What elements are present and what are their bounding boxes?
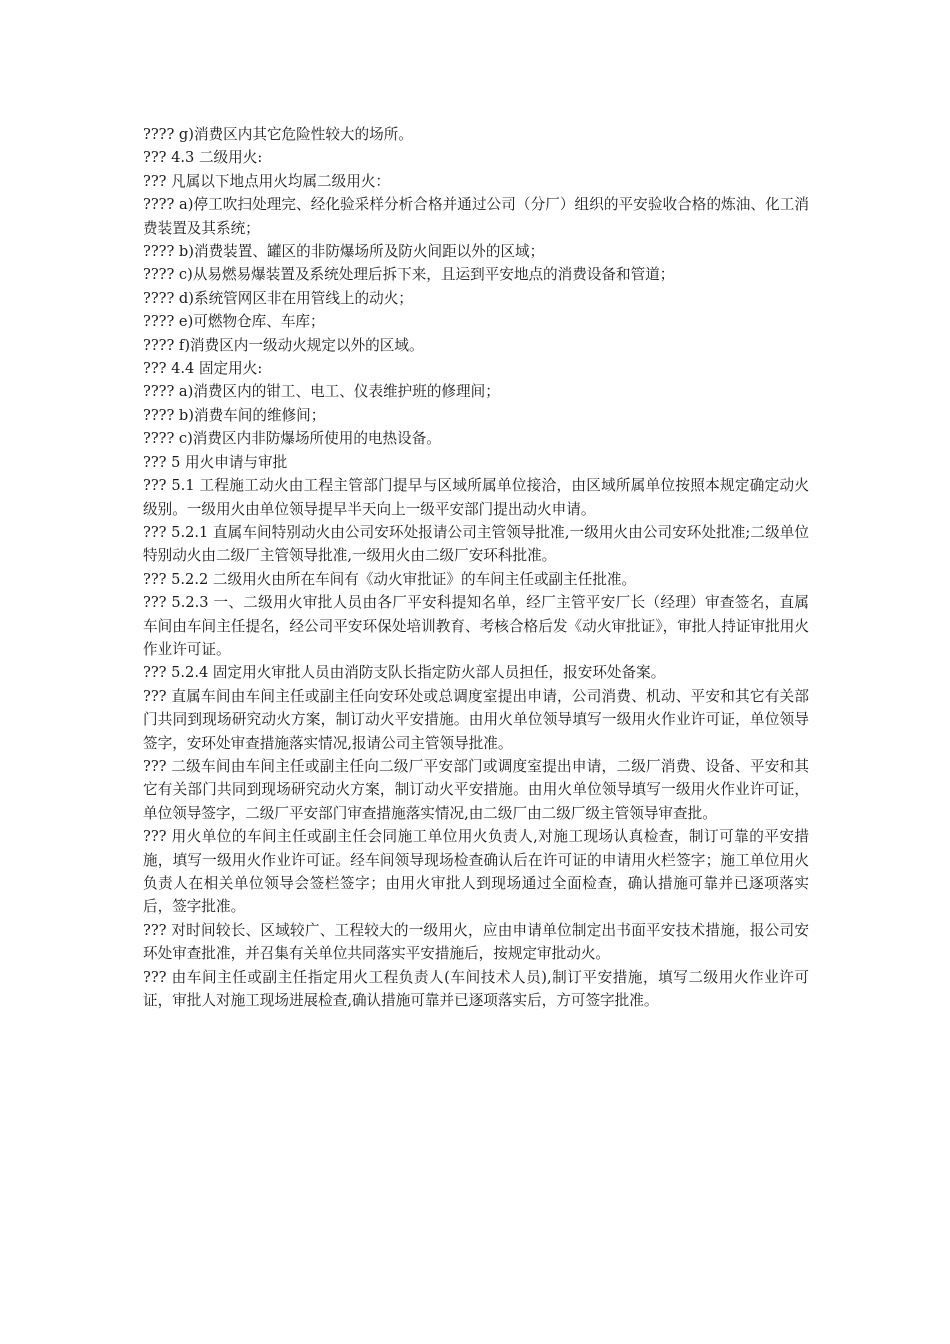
paragraph-secondary-fire-intro: ??? 凡属以下地点用火均属二级用火： <box>143 172 391 190</box>
paragraph-4-3-f: ???? f)消费区内一级动火规定以外的区域。 <box>143 336 424 354</box>
paragraph-fire-unit-check: ??? 用火单位的车间主任或副主任会同施工单位用火负责人,对施工现场认真检查，制订可靠的平安措施，填写一级用火作业许可证。经车间领导现场检查确认后在许可证的申请用火栏签字；施工单位用火负责人在相关单位领导会签栏签字；由用火审批人到现场通过全面检查，确认措施可靠并已逐项落实后，签字批准。 <box>143 828 809 916</box>
heading-4-4: ??? 4.4 固定用火: <box>143 360 263 378</box>
paragraph-5-2-2: ??? 5.2.2 二级用火由所在车间有《动火审批证》的车间主任或副主任批准。 <box>143 570 637 588</box>
paragraph-g-hazard-sites: ???? g)消费区内其它危险性较大的场所。 <box>143 126 413 143</box>
paragraph-5-2-3: ??? 5.2.3 一、二级用火审批人员由各厂平安科提知名单，经厂主管平安厂长（经理）审查签名，直属车间由车间主任提名，经公司平安环保处培训教育、考核合格后发《动火审批证》，审批人持证审批用火作业许可证。 <box>143 594 809 658</box>
paragraph-4-3-c: ???? c)从易燃易爆装置及系统处理后拆下来，且运到平安地点的消费设备和管道； <box>143 266 675 284</box>
paragraph-5-2-1: ??? 5.2.1 直属车间特别动火由公司安环处报请公司主管领导批准,一级用火由公司安环处批准;二级单位特别动火由二级厂主管领导批准,一级用火由二级厂安环科批准。 <box>143 523 809 565</box>
paragraph-secondary-workshop: ??? 二级车间由车间主任或副主任向二级厂平安部门或调度室提出申请，二级厂消费、设备、平安和其它有关部门共同到现场研究动火方案，制订动火平安措施。由用火单位领导填写一级用火作业许可证，单位领导签字，二级厂平安部门审查措施落实情况,由二级厂由二级厂级主管领导审查批。 <box>143 757 809 822</box>
heading-4-3: ??? 4.3 二级用火: <box>143 149 263 167</box>
heading-5: ??? 5 用火申请与审批 <box>143 453 288 471</box>
paragraph-4-3-e: ???? e)可燃物仓库、车库； <box>143 313 325 331</box>
paragraph-4-4-a: ???? a)消费区内的钳工、电工、仪表维护班的修理间； <box>143 383 500 401</box>
paragraph-project-lead: ??? 由车间主任或副主任指定用火工程负责人(车间技术人员),制订平安措施，填写二级用火作业许可证，审批人对施工现场进展检查,确认措施可靠并已逐项落实后，方可签字批准。 <box>143 968 809 1010</box>
paragraph-4-3-b: ???? b)消费装置、罐区的非防爆场所及防火间距以外的区域； <box>143 243 545 261</box>
paragraph-direct-workshop: ??? 直属车间由车间主任或副主任向安环处或总调度室提出申请，公司消费、机动、平安和其它有关部门共同到现场研究动火方案，制订动火平安措施。由用火单位领导填写一级用火作业许可证，单位领导签字，安环处审查措施落实情况,报请公司主管领导批准。 <box>143 687 809 752</box>
paragraph-4-4-c: ???? c)消费区内非防爆场所使用的电热设备。 <box>143 430 441 448</box>
paragraph-4-3-a: ???? a)停工吹扫处理完、经化验采样分析合格并通过公司（分厂）组织的平安验收合格的炼油、化工消费装置及其系统； <box>143 196 809 237</box>
paragraph-4-3-d: ???? d)系统管网区非在用管线上的动火； <box>143 289 413 307</box>
paragraph-long-duration-fire: ??? 对时间较长、区域较广、工程较大的一级用火，应由申请单位制定出书面平安技术措施，报公司安环处审查批准，并召集有关单位共同落实平安措施后，按规定审批动火。 <box>143 921 809 963</box>
paragraph-5-1: ??? 5.1 工程施工动火由工程主管部门提早与区域所属单位接洽，由区域所属单位按照本规定确定动火级别。一级用火由单位领导提早半天向上一级平安部门提出动火申请。 <box>143 477 809 518</box>
paragraph-4-4-b: ???? b)消费车间的维修间； <box>143 406 326 424</box>
paragraph-5-2-4: ??? 5.2.4 固定用火审批人员由消防支队长指定防火部人员担任，报安环处备案。 <box>143 664 666 682</box>
document-body <box>143 123 809 1012</box>
